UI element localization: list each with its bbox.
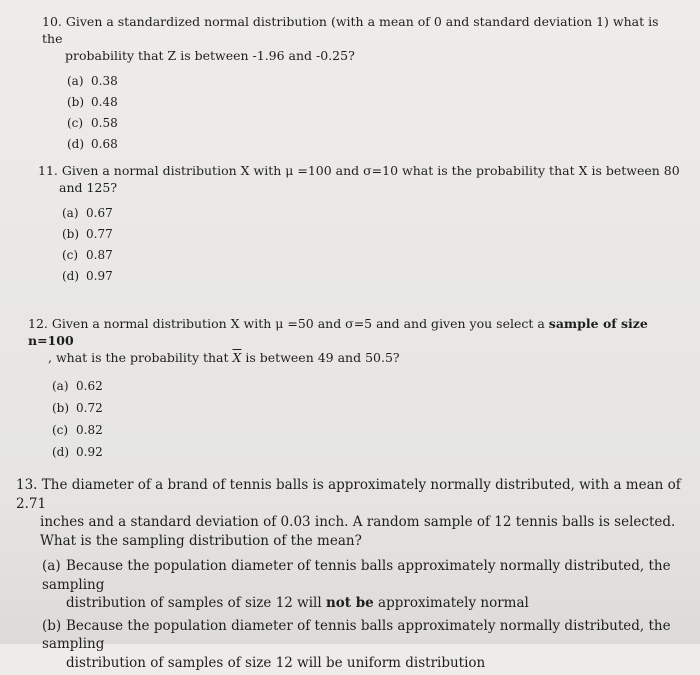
option-d[interactable]: (d) 0.92 <box>52 445 103 459</box>
question-10-stem <box>42 13 682 47</box>
question-number: 12. <box>28 316 48 331</box>
question-text-line3: What is the sampling distribution of the mean? <box>40 532 362 549</box>
question-10 <box>42 13 682 155</box>
option-b[interactable]: (b) 0.77 <box>62 227 113 241</box>
answer-options <box>28 375 688 463</box>
question-13-stem <box>16 476 691 513</box>
option-b[interactable]: (b) 0.48 <box>67 95 118 109</box>
option-d[interactable]: (d) 0.68 <box>67 137 118 151</box>
question-text-line2: probability that Z is between -1.96 and -0.25? <box>65 48 355 63</box>
question-text-line2: , what is the probability that $\overline{X}$ is between 49 and 50.5? <box>48 350 400 365</box>
option-a[interactable]: (a) Because the population diameter of tennis balls approximately normally distributed, the sampling distribution of samples of size 12 will not be approximately normal <box>42 558 671 611</box>
question-12 <box>28 315 688 463</box>
option-b[interactable]: (b) Because the population diameter of tennis balls approximately normally distributed, the sampling distribution of samples of size 12 will be uniform distribution <box>42 617 671 671</box>
question-text-line1: The diameter of a brand of tennis balls is approximately normally distributed, with a mean of 2.71 <box>16 477 681 512</box>
option-c[interactable]: (c) 0.82 <box>52 423 103 437</box>
question-number: 11. <box>38 163 58 178</box>
question-text-line1: Given a standardized normal distribution (with a mean of 0 and standard deviation 1) what is the <box>42 14 659 46</box>
option-b[interactable]: (b) 0.72 <box>52 401 103 415</box>
option-d[interactable]: (d) 0.97 <box>62 269 113 283</box>
question-13 <box>16 476 691 675</box>
option-c[interactable]: (c) 0.87 <box>62 248 113 262</box>
option-a[interactable]: (a) 0.62 <box>52 379 103 393</box>
question-11 <box>38 162 688 287</box>
option-a[interactable]: (a) 0.38 <box>67 74 118 88</box>
question-12-stem <box>28 315 688 349</box>
question-11-stem <box>38 162 688 179</box>
sample-size-emphasis: sample of size n=100 <box>28 316 648 348</box>
answer-options <box>38 203 688 287</box>
question-text-line2: inches and a standard deviation of 0.03 inch. A random sample of 12 tennis balls is selected. <box>40 514 676 530</box>
question-number: 10. <box>42 14 62 29</box>
question-text-line2: and 125? <box>59 180 118 195</box>
answer-options <box>42 71 682 155</box>
option-a[interactable]: (a) 0.67 <box>62 206 113 220</box>
sample-mean-symbol: $\overline{X}$ <box>232 350 242 365</box>
option-c[interactable]: (c) 0.58 <box>67 116 118 130</box>
question-number: 13. <box>16 477 38 493</box>
not-be-emphasis: not be <box>325 595 374 611</box>
question-text-line1: Given a normal distribution X with μ =50 and σ=5 and and given you select a <box>51 316 549 331</box>
question-text-line1: Given a normal distribution X with μ =100 and σ=10 what is the probability that X is between 80 <box>61 163 680 178</box>
